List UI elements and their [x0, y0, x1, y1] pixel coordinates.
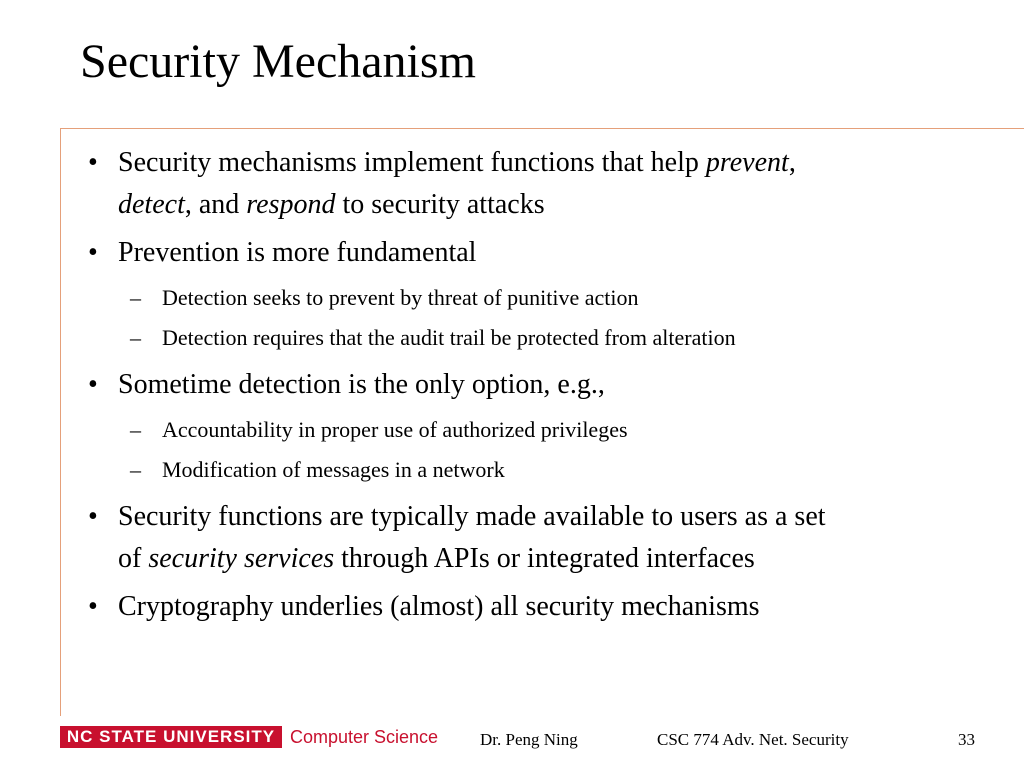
footer-author: Dr. Peng Ning — [480, 730, 578, 749]
bullet-text: Prevention is more fundamental — [118, 237, 477, 268]
footer-course: CSC 774 Adv. Net. Security — [657, 730, 849, 749]
top-divider — [60, 128, 1024, 129]
bullet-text: Security mechanisms implement functions that help prevent, — [118, 147, 796, 178]
bullet-text: detect, and respond to security attacks — [118, 189, 545, 220]
bullet-marker: • — [88, 591, 98, 622]
bullet-text: Security functions are typically made available to users as a set — [118, 501, 826, 532]
bullet-marker: • — [88, 237, 98, 268]
sub-bullet-marker: – — [130, 457, 141, 482]
slide-title: Security Mechanism — [80, 35, 476, 88]
bullet-marker: • — [88, 147, 98, 178]
university-name: NC STATE UNIVERSITY — [66, 727, 276, 746]
sub-bullet-marker: – — [130, 325, 141, 350]
page-number: 33 — [958, 730, 975, 749]
bullet-marker: • — [88, 501, 98, 532]
department-name: Computer Science — [290, 727, 439, 747]
sub-bullet-text: Accountability in proper use of authorized privileges — [162, 417, 628, 442]
sub-bullet-text: Detection requires that the audit trail be protected from alteration — [162, 325, 736, 350]
sub-bullet-marker: – — [130, 285, 141, 310]
sub-bullet-marker: – — [130, 417, 141, 442]
university-logo — [60, 726, 282, 748]
sub-bullet-text: Detection seeks to prevent by threat of punitive action — [162, 285, 639, 310]
bullet-text: Sometime detection is the only option, e.g., — [118, 369, 605, 400]
left-divider — [60, 128, 61, 716]
bullet-text: of security services through APIs or integrated interfaces — [118, 543, 755, 574]
sub-bullet-text: Modification of messages in a network — [162, 457, 505, 482]
bullet-text: Cryptography underlies (almost) all security mechanisms — [118, 591, 760, 622]
bullet-marker: • — [88, 369, 98, 400]
